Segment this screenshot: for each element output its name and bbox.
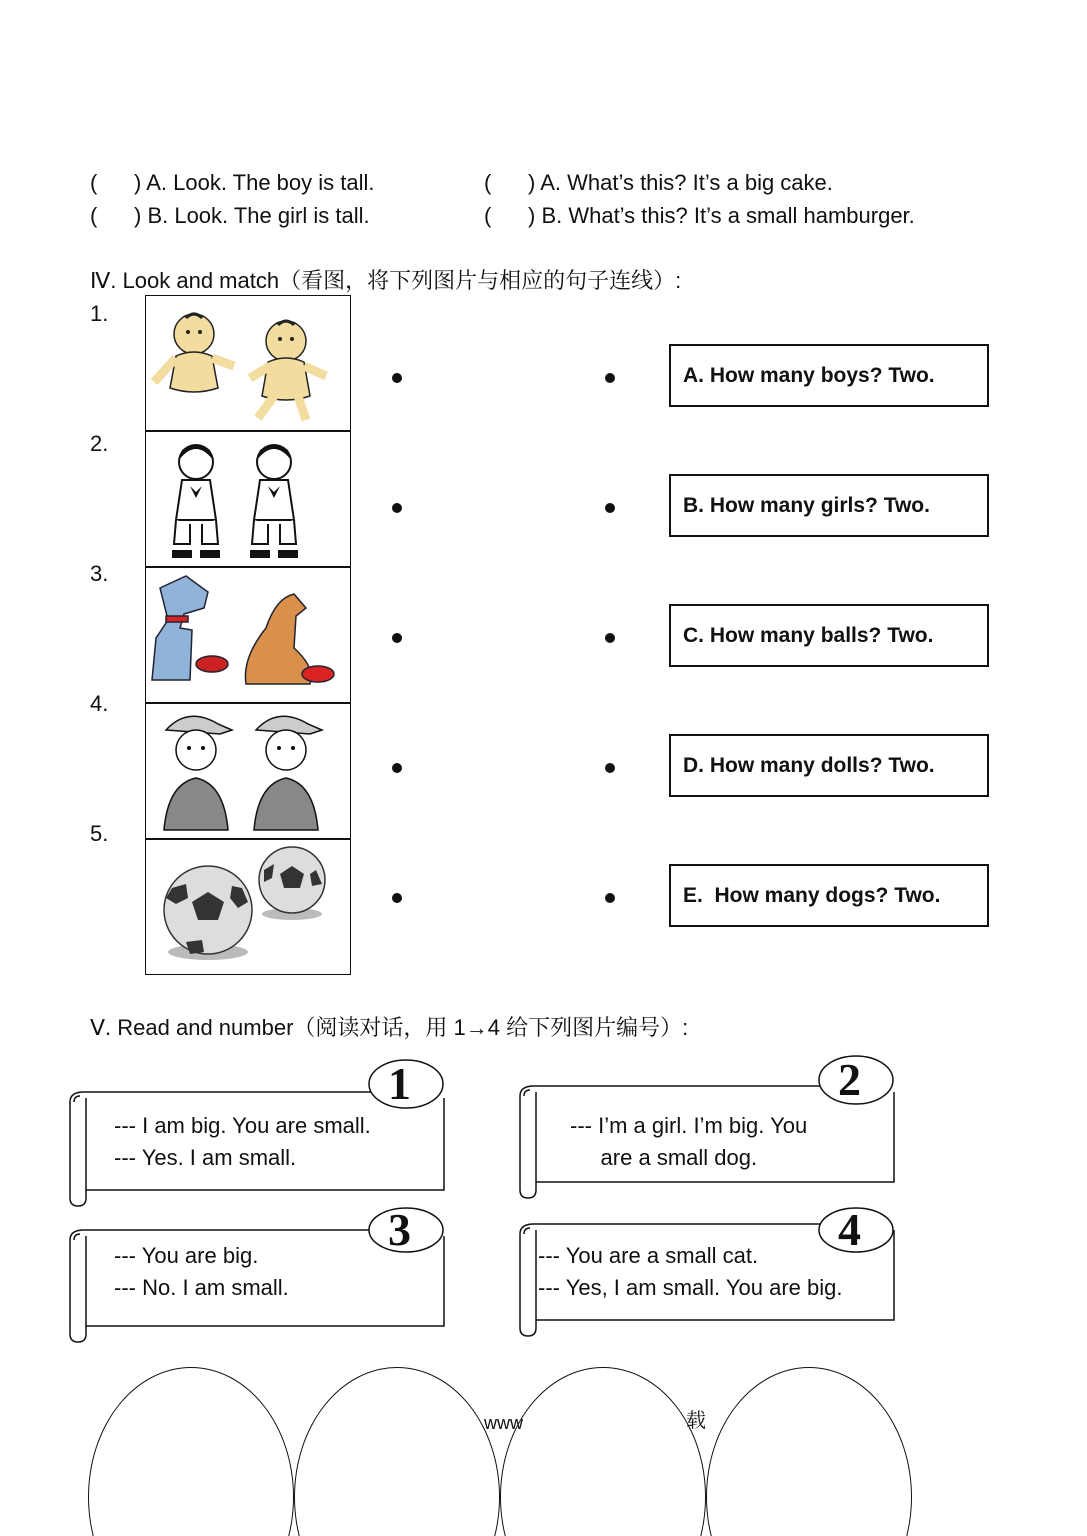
dialogue-line: --- Yes. I am small.: [114, 1145, 297, 1170]
match-dot-left-3[interactable]: [392, 633, 402, 643]
item-number-4: 4.: [90, 691, 109, 716]
section5-title: Ⅴ. Read and number（阅读对话，用 1→4 给下列图片编号）:: [90, 1015, 689, 1040]
dialogue-line: --- No. I am small.: [114, 1275, 289, 1300]
match-dot-left-5[interactable]: [392, 893, 402, 903]
option-left-a: ( ) A. Look. The boy is tall.: [90, 170, 375, 195]
match-option-a: A. How many boys? Two.: [669, 344, 989, 407]
picture-two-dolls: [145, 295, 351, 431]
match-dot-right-e[interactable]: [605, 893, 615, 903]
option-left-b: ( ) B. Look. The girl is tall.: [90, 203, 370, 228]
number-circle-3[interactable]: [500, 1367, 706, 1536]
scroll-number-3: 3: [388, 1204, 411, 1255]
match-dot-right-a[interactable]: [605, 373, 615, 383]
dialogue-line: --- Yes, I am small. You are big.: [538, 1275, 843, 1300]
dialogue-scroll-4: [516, 1196, 900, 1348]
match-dot-left-2[interactable]: [392, 503, 402, 513]
dialogue-line: --- You are big.: [114, 1243, 259, 1268]
item-number-3: 3.: [90, 561, 109, 586]
picture-two-balls: [145, 839, 351, 975]
scroll-number-2: 2: [838, 1054, 861, 1105]
match-dot-left-4[interactable]: [392, 763, 402, 773]
dialogue-scroll-2: [516, 1052, 900, 1204]
watermark-left: www: [484, 1413, 523, 1433]
match-dot-left-1[interactable]: [392, 373, 402, 383]
match-option-c: C. How many balls? Two.: [669, 604, 989, 667]
item-number-5: 5.: [90, 821, 109, 846]
option-right-a: ( ) A. What’s this? It’s a big cake.: [484, 170, 833, 195]
dialogue-scroll-1: [66, 1058, 450, 1210]
dialogue-line: --- You are a small cat.: [538, 1243, 759, 1268]
match-option-b: B. How many girls? Two.: [669, 474, 989, 537]
scroll-number-1: 1: [388, 1058, 411, 1109]
dialogue-scroll-3: [66, 1196, 450, 1348]
item-number-2: 2.: [90, 431, 109, 456]
item-number-1: 1.: [90, 301, 109, 326]
dialogue-line: --- I am big. You are small.: [114, 1113, 371, 1138]
match-dot-right-b[interactable]: [605, 503, 615, 513]
match-option-e: E. How many dogs? Two.: [669, 864, 989, 927]
section4-title: Ⅳ. Look and match（看图，将下列图片与相应的句子连线）:: [90, 268, 682, 293]
scroll-number-4: 4: [838, 1204, 861, 1255]
match-dot-right-d[interactable]: [605, 763, 615, 773]
picture-two-dogs: [145, 567, 351, 703]
dialogue-line: are a small dog.: [570, 1145, 758, 1170]
match-option-d: D. How many dolls? Two.: [669, 734, 989, 797]
match-dot-right-c[interactable]: [605, 633, 615, 643]
option-right-b: ( ) B. What’s this? It’s a small hamburger.: [484, 203, 915, 228]
picture-two-boys: [145, 703, 351, 839]
number-circle-4[interactable]: [706, 1367, 912, 1536]
watermark-right: 载: [686, 1410, 706, 1432]
dialogue-line: --- I’m a girl. I’m big. You: [570, 1113, 808, 1138]
picture-two-girls: [145, 431, 351, 567]
number-circle-1[interactable]: [88, 1367, 294, 1536]
number-circle-2[interactable]: [294, 1367, 500, 1536]
